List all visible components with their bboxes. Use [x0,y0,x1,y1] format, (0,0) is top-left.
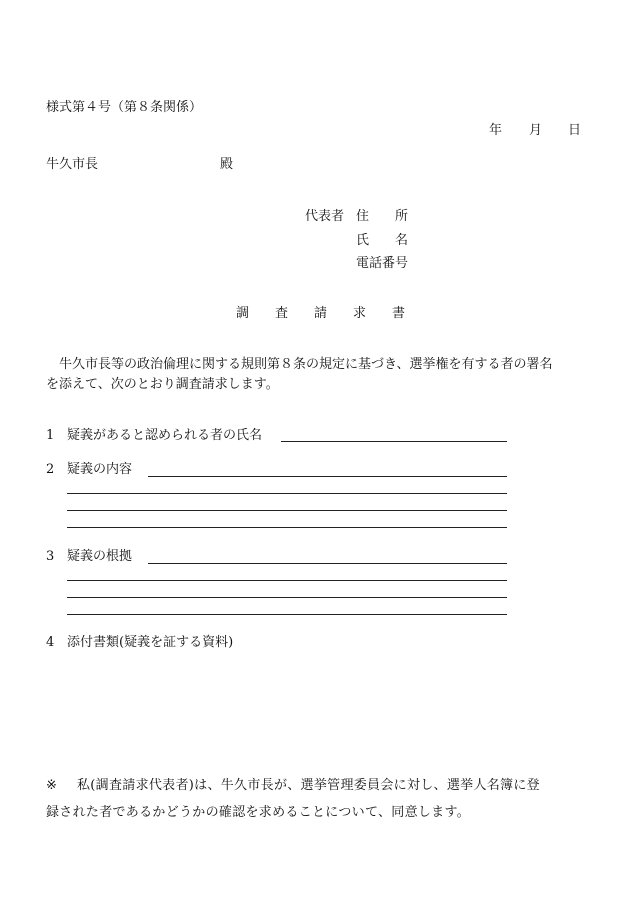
name-label: 氏 名 [356,233,409,248]
address-label: 住 所 [356,209,409,224]
doubt-content-line [67,527,507,528]
date-month-label: 月 [529,123,543,138]
doubt-grounds-line [67,580,507,581]
body-line-1: 牛久市長等の政治倫理に関する規則第８条の規定に基づき、選挙権を有する者の署名 [46,357,553,372]
body-line-2: を添えて、次のとおり調査請求します。 [46,377,279,392]
doubt-grounds-line [148,563,507,564]
doubt-content-line [67,510,507,511]
suspect-name-line [281,441,507,442]
note-line-1: 私(調査請求代表者)は、牛久市長が、選挙管理委員会に対し、選挙人名簿に登 [77,778,540,793]
item-number: 2 [46,462,55,477]
doubt-grounds-line [67,614,507,615]
representative-label: 代表者 [305,209,345,224]
date-day-label: 日 [568,123,582,138]
item-label: 疑義があると認められる者の氏名 [67,428,263,443]
form-number: 様式第４号（第８条関係） [46,100,203,115]
addressee-honorific: 殿 [220,157,234,172]
addressee-name: 牛久市長 [46,157,99,172]
doubt-content-line [67,493,507,494]
item-label: 疑義の根拠 [67,549,133,564]
document-title: 調 査 請 求 書 [236,306,406,321]
doubt-content-line [148,476,507,477]
item-label: 疑義の内容 [67,462,133,477]
item-label: 添付書類(疑義を証する資料) [67,635,234,650]
item-number: 1 [46,428,55,443]
note-mark: ※ [46,778,57,793]
date-year-label: 年 [489,123,503,138]
item-number: 3 [46,549,55,564]
phone-label: 電話番号 [356,256,409,271]
note-line-2: 録された者であるかどうかの確認を求めることについて、同意します。 [46,805,471,820]
doubt-grounds-line [67,597,507,598]
item-number: 4 [46,635,55,650]
